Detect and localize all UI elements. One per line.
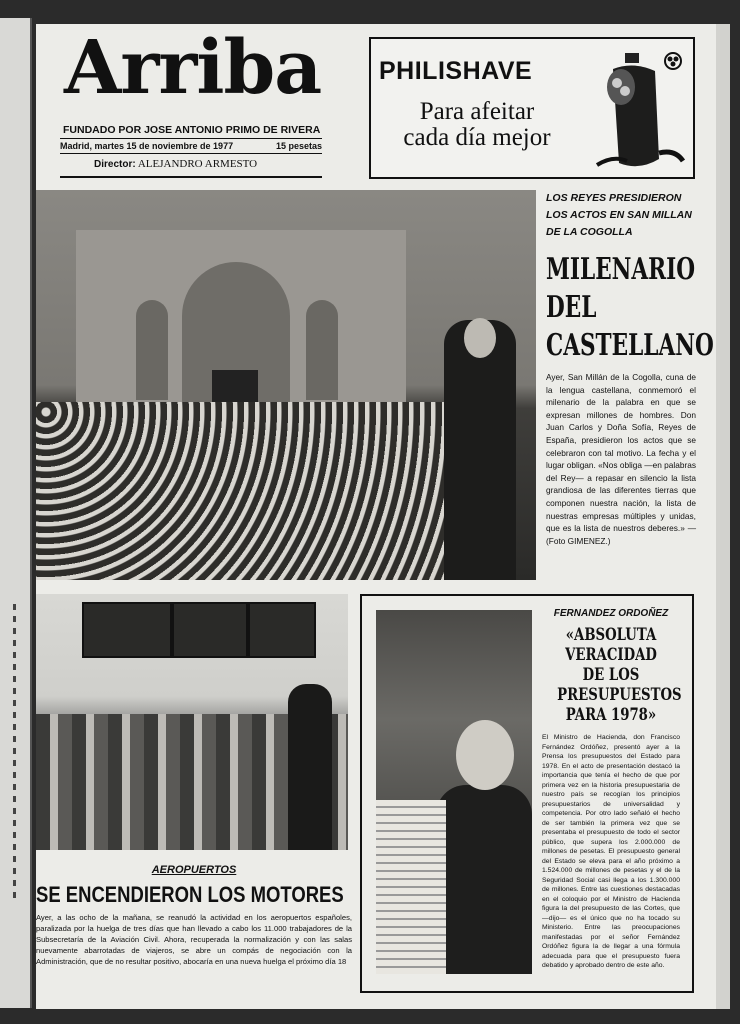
airport-headline: SE ENCENDIERON LOS MOTORES [36, 882, 344, 907]
founded-line: FUNDADO POR JOSE ANTONIO PRIMO DE RIVERA [63, 124, 321, 136]
issue-price: 15 pesetas [275, 141, 322, 151]
budget-body: El Ministro de Hacienda, don Francisco Fernández Ordóñez, presentó ayer a la Prensa los presupuestos del Estado para 1978. En el acto de presentación destacó la importancia que tenía el hecho de que por primera vez en la historia presupuestaria de nuestro país se recogían los principios presupuestarios de universalidad y competencia. Por otro lado señaló el hecho de ser también la primera vez que se presentaba el presupuesto de todo el sector público, que supera los 2.000.000 de millones de pesetas. El presupuesto general del Estado se eleva para el año próximo a 1.524.000 de millones de pesetas y el de la Seguridad Social casi llega a los 1.300.000 de millones. Entre las cuestiones destacadas en el coloquio por el Ministro de Hacienda figura la del presupuesto de las Cortes, que —dijo— es el único que no ha tocado su Ministerio. Entre las preocupaciones manifestadas por el señor Fernández Ordóñez figura la de llegar a una fórmula adecuada para que el presupuesto fuera debatido y aprobado dentro de este año. [542, 734, 680, 969]
budget-story [542, 608, 680, 971]
adjacent-page-text [4, 598, 24, 978]
facade-side-arch [136, 300, 168, 400]
lead-headline-line1: MILENARIO [546, 252, 696, 287]
departures-board [172, 602, 248, 658]
ad-slogan-line1: Para afeitar [419, 98, 535, 125]
facade-side-arch [306, 300, 338, 400]
razor-icon [593, 49, 685, 173]
photo-airport-terminal [36, 594, 348, 850]
speaker-head [464, 318, 496, 358]
director-line [94, 158, 257, 170]
speaking-king [444, 320, 516, 580]
departures-board [248, 602, 316, 658]
budget-kicker: FERNANDEZ ORDOÑEZ [553, 608, 669, 619]
ad-slogan-line2: cada día mejor [403, 124, 551, 151]
photo-san-millan-ceremony [36, 190, 536, 580]
lead-body: Ayer, San Millán de la Cogolla, cuna de la lengua castellana, conmemoró el milenario de la palabra en que se expresan millones de hombres. Don Juan Carlos y Doña Sofía, Reyes de España, presidieron los actos que se celebraron con tal motivo. La fecha y el lugar obligan. «Nos obliga —en palabras del Rey— a repasar en silencio la lista grandiosa de las diferentes tierras que componen nuestra nación, la lista de nuestras empresas múltiples y unidas, que es la lista de nuestros deberes.» — (Foto GIMENEZ.) [546, 372, 696, 546]
lead-headline [546, 251, 714, 365]
issue-date: Madrid, martes 15 de noviembre de 1977 [60, 141, 234, 151]
masthead-rule [60, 176, 322, 178]
page-edge [716, 24, 730, 1009]
masthead [60, 25, 330, 180]
lead-kicker: LOS REYES PRESIDIERON LOS ACTOS EN SAN MILLAN DE LA COGOLLA [546, 192, 692, 238]
ad-brand: PHILISHAVE [379, 57, 533, 85]
adjacent-page-edge [0, 18, 32, 1008]
lead-headline-line2: DEL [546, 290, 597, 325]
airport-story [36, 864, 352, 967]
ad-slogan [387, 99, 567, 151]
standing-man [288, 684, 332, 850]
budget-headline: «ABSOLUTA VERACIDAD DE LOS PRESUPUESTOS PARA 1978» [557, 625, 682, 725]
airport-kicker: AEROPUERTOS [151, 864, 237, 876]
dateline [60, 138, 322, 154]
crowd [36, 402, 456, 580]
philishave-advertisement [369, 37, 695, 179]
director-label: Director: [94, 159, 136, 170]
lead-story [546, 190, 714, 547]
minister-face [456, 720, 514, 790]
departures-board [82, 602, 172, 658]
budget-documents-stack [376, 800, 446, 974]
minister-suit [436, 785, 532, 974]
airport-body: Ayer, a las ocho de la mañana, se reanudó la actividad en los aeropuertos españoles, paralizada por la huelga de tres días que han llevado a cabo los 11.000 trabajadores de la Subsecretaría de la Aviación Civil. Ahora, recuperada la normalización y con las salas nuevamente abarrotadas de viajeros, se abre un compás de negociación con la Administración, que de no resultar positivo, abocaría en una nueva huelga el próximo día 18 [36, 913, 352, 966]
director-name: ALEJANDRO ARMESTO [137, 158, 258, 170]
newspaper-front-page [36, 24, 730, 1009]
photo-finance-minister [376, 610, 532, 974]
newspaper-title: Arriba [64, 25, 322, 111]
lead-headline-line3: CASTELLANO [546, 328, 714, 363]
